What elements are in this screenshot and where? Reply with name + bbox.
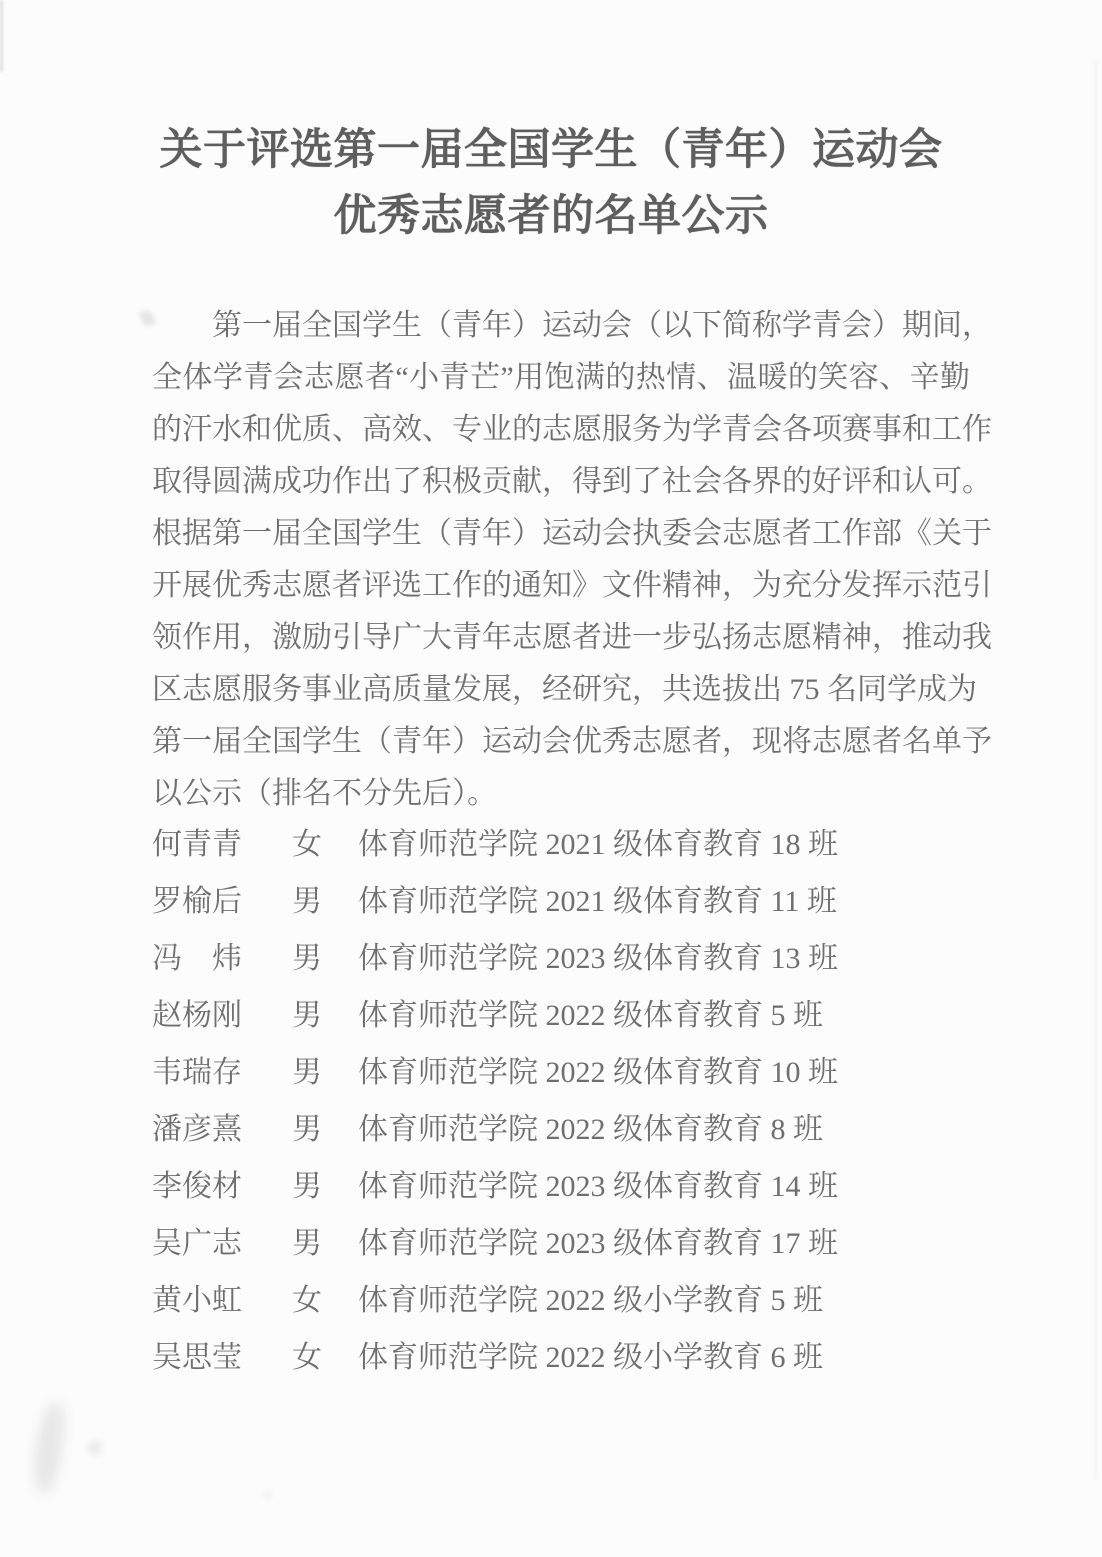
volunteer-name: 吴思莹	[152, 1341, 242, 1374]
volunteer-gender: 男	[292, 1113, 322, 1146]
document-title-line-1: 关于评选第一届全国学生（青年）运动会	[159, 127, 943, 174]
roster-row	[152, 816, 1012, 873]
body-line: 第一届全国学生（青年）运动会优秀志愿者，现将志愿者名单予	[152, 725, 992, 758]
volunteer-name: 何青青	[152, 828, 242, 861]
volunteer-roster	[152, 816, 1012, 1386]
volunteer-gender: 男	[292, 885, 322, 918]
document-title-line-2: 优秀志愿者的名单公示	[333, 193, 769, 240]
roster-row	[152, 1044, 1012, 1101]
volunteer-gender: 男	[292, 1227, 322, 1260]
scan-artifact-smudge	[88, 1440, 102, 1456]
volunteer-gender: 男	[292, 1170, 322, 1203]
volunteer-gender: 男	[292, 942, 322, 975]
volunteer-class-info: 体育师范学院 2023 级体育教育 13 班	[358, 942, 838, 975]
volunteer-name: 韦瑞存	[152, 1056, 242, 1089]
volunteer-gender: 女	[292, 1341, 322, 1374]
volunteer-class-info: 体育师范学院 2022 级小学教育 5 班	[358, 1284, 823, 1317]
volunteer-name: 李俊材	[152, 1170, 242, 1203]
roster-row	[152, 987, 1012, 1044]
volunteer-class-info: 体育师范学院 2022 级体育教育 10 班	[358, 1056, 838, 1089]
volunteer-gender: 男	[292, 1056, 322, 1089]
scan-artifact-left-edge	[0, 0, 3, 72]
volunteer-name: 罗榆后	[152, 885, 242, 918]
body-line: 区志愿服务事业高质量发展，经研究，共选拔出 75 名同学成为	[152, 673, 977, 706]
volunteer-name: 赵杨刚	[152, 999, 242, 1032]
body-line: 根据第一届全国学生（青年）运动会执委会志愿者工作部《关于	[152, 517, 992, 550]
body-line: 第一届全国学生（青年）运动会（以下简称学青会）期间，	[212, 309, 992, 342]
scan-artifact-right-edge	[1095, 60, 1097, 1480]
volunteer-name: 潘彦熹	[152, 1113, 242, 1146]
volunteer-gender: 男	[292, 999, 322, 1032]
volunteer-class-info: 体育师范学院 2023 级体育教育 17 班	[358, 1227, 838, 1260]
body-line: 领作用，激励引导广大青年志愿者进一步弘扬志愿精神，推动我	[152, 621, 992, 654]
roster-row	[152, 873, 1012, 930]
body-paragraph	[152, 300, 992, 820]
volunteer-name: 冯 炜	[152, 942, 242, 975]
body-line: 的汗水和优质、高效、专业的志愿服务为学青会各项赛事和工作	[152, 413, 992, 446]
volunteer-gender: 女	[292, 1284, 322, 1317]
volunteer-class-info: 体育师范学院 2021 级体育教育 11 班	[358, 885, 837, 918]
document-title	[0, 118, 1102, 250]
volunteer-class-info: 体育师范学院 2022 级体育教育 5 班	[358, 999, 823, 1032]
body-line: 全体学青会志愿者“小青芒”用饱满的热情、温暖的笑容、辛勤	[152, 361, 970, 394]
volunteer-class-info: 体育师范学院 2023 级体育教育 14 班	[358, 1170, 838, 1203]
scan-artifact-smudge	[30, 1401, 69, 1496]
body-line: 取得圆满成功作出了积极贡献，得到了社会各界的好评和认可。	[152, 465, 992, 498]
volunteer-gender: 女	[292, 828, 322, 861]
roster-row	[152, 1158, 1012, 1215]
roster-row	[152, 1215, 1012, 1272]
volunteer-name: 吴广志	[152, 1227, 242, 1260]
volunteer-class-info: 体育师范学院 2021 级体育教育 18 班	[358, 828, 838, 861]
volunteer-class-info: 体育师范学院 2022 级小学教育 6 班	[358, 1341, 823, 1374]
scan-artifact-dot	[262, 1492, 272, 1498]
volunteer-class-info: 体育师范学院 2022 级体育教育 8 班	[358, 1113, 823, 1146]
roster-row	[152, 930, 1012, 987]
volunteer-name: 黄小虹	[152, 1284, 242, 1317]
roster-row	[152, 1329, 1012, 1386]
body-line: 开展优秀志愿者评选工作的通知》文件精神，为充分发挥示范引	[152, 569, 992, 602]
roster-row	[152, 1272, 1012, 1329]
roster-row	[152, 1101, 1012, 1158]
body-line: 以公示（排名不分先后）。	[152, 777, 497, 810]
